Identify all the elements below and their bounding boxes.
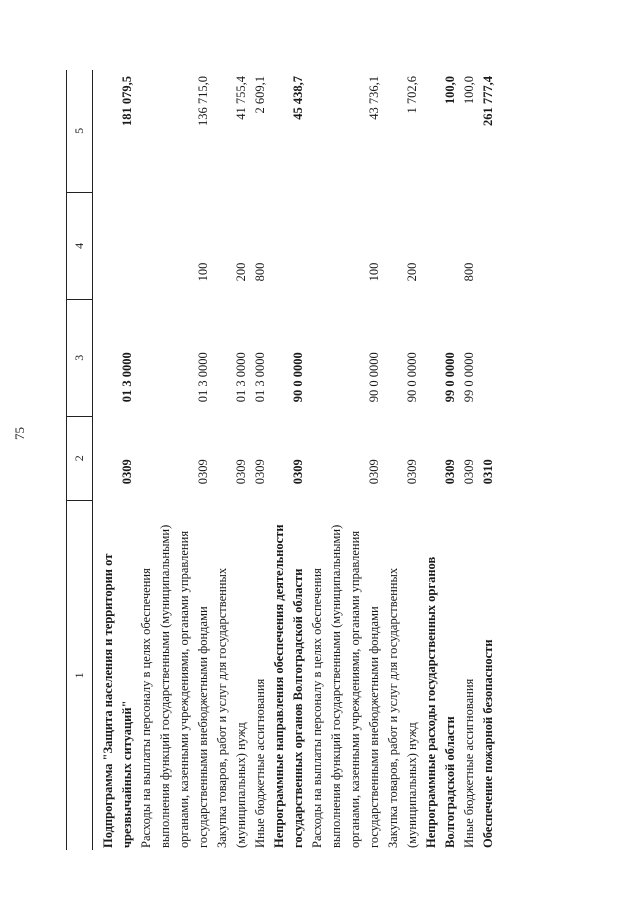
- row-target-article: 99 0 0000: [462, 352, 476, 403]
- row-section-code: 0309: [291, 459, 305, 485]
- row-section-code: 0309: [405, 459, 419, 485]
- row-target-article: 01 3 0000: [253, 352, 267, 403]
- row-amount: 136 715,0: [196, 76, 210, 126]
- row-target-article: [479, 299, 498, 416]
- table-row: [213, 70, 251, 850]
- row-target-article: 90 0 0000: [405, 352, 419, 403]
- budget-table: [66, 70, 498, 850]
- table-header-row: [67, 70, 93, 850]
- row-target-article: 99 0 0000: [443, 352, 457, 403]
- row-target-article: 90 0 0000: [367, 352, 381, 403]
- row-name: Непрограммные направления обеспечения деятельности государственных органов Волгоградской области: [272, 524, 305, 848]
- row-name: Обеспечение пожарной безопасности: [481, 639, 495, 848]
- row-name: Иные бюджетные ассигнования: [253, 678, 267, 848]
- row-expense-type: 200: [234, 262, 248, 282]
- row-expense-type: 200: [405, 262, 419, 282]
- row-target-article: 90 0 0000: [291, 352, 305, 403]
- row-section-code: 0309: [234, 459, 248, 485]
- row-expense-type: 100: [196, 262, 210, 282]
- row-name: Подпрограмма "Защита населения и территории от чрезвычайных ситуаций": [101, 553, 134, 848]
- row-expense-type: [422, 192, 460, 299]
- header-col-2: 2: [67, 416, 93, 500]
- row-section-code: 0310: [481, 459, 495, 485]
- table-row: [479, 70, 498, 850]
- budget-table-page: [66, 70, 596, 850]
- row-expense-type: [270, 192, 308, 299]
- row-section-code: 0309: [120, 459, 134, 485]
- row-name: Расходы на выплаты персоналу в целях обеспечения выполнения функций государственными (муниципальными) органами, казенными учреждениями, органами управления государственными внебюджетными фондами: [139, 524, 210, 848]
- table-row: [308, 70, 384, 850]
- table-body: [93, 70, 499, 850]
- row-amount: 2 609,1: [253, 76, 267, 114]
- row-section-code: 0309: [443, 459, 457, 485]
- row-section-code: 0309: [367, 459, 381, 485]
- table-row: [460, 70, 479, 850]
- row-name: Закупка товаров, работ и услуг для государственных (муниципальных) нужд: [386, 567, 419, 848]
- table-row: [251, 70, 270, 850]
- row-name: Непрограммные расходы государственных органов Волгоградской области: [424, 556, 457, 848]
- row-amount: 100,0: [462, 76, 476, 105]
- header-col-5: 5: [67, 70, 93, 192]
- row-expense-type: 800: [253, 262, 267, 282]
- row-target-article: 01 3 0000: [120, 352, 134, 403]
- row-section-code: 0309: [462, 459, 476, 485]
- row-amount: 41 755,4: [234, 76, 248, 120]
- page-number: 75: [12, 427, 27, 440]
- table-row: [99, 70, 137, 850]
- row-amount: 1 702,6: [405, 76, 419, 114]
- row-target-article: 01 3 0000: [196, 352, 210, 403]
- row-expense-type: [479, 192, 498, 299]
- row-amount: 181 079,5: [120, 76, 134, 126]
- row-amount: 43 736,1: [367, 76, 381, 120]
- row-amount: 45 438,7: [291, 76, 305, 120]
- row-section-code: 0309: [196, 459, 210, 485]
- header-col-1: 1: [67, 500, 93, 850]
- row-section-code: 0309: [253, 459, 267, 485]
- table-row: [384, 70, 422, 850]
- table-row: [270, 70, 308, 850]
- table-row: [422, 70, 460, 850]
- row-name: Иные бюджетные ассигнования: [462, 678, 476, 848]
- row-amount: 261 777,4: [481, 76, 495, 126]
- header-col-4: 4: [67, 192, 93, 299]
- header-col-3: 3: [67, 299, 93, 416]
- row-expense-type: 100: [367, 262, 381, 282]
- row-amount: 100,0: [443, 76, 457, 105]
- row-expense-type: 800: [462, 262, 476, 282]
- row-expense-type: [99, 192, 137, 299]
- row-name: Расходы на выплаты персоналу в целях обеспечения выполнения функций государственными (муниципальными) органами, казенными учреждениями, органами управления государственными внебюджетными фондами: [310, 524, 381, 848]
- table-row: [137, 70, 213, 850]
- row-name: Закупка товаров, работ и услуг для государственных (муниципальных) нужд: [215, 567, 248, 848]
- row-target-article: 01 3 0000: [234, 352, 248, 403]
